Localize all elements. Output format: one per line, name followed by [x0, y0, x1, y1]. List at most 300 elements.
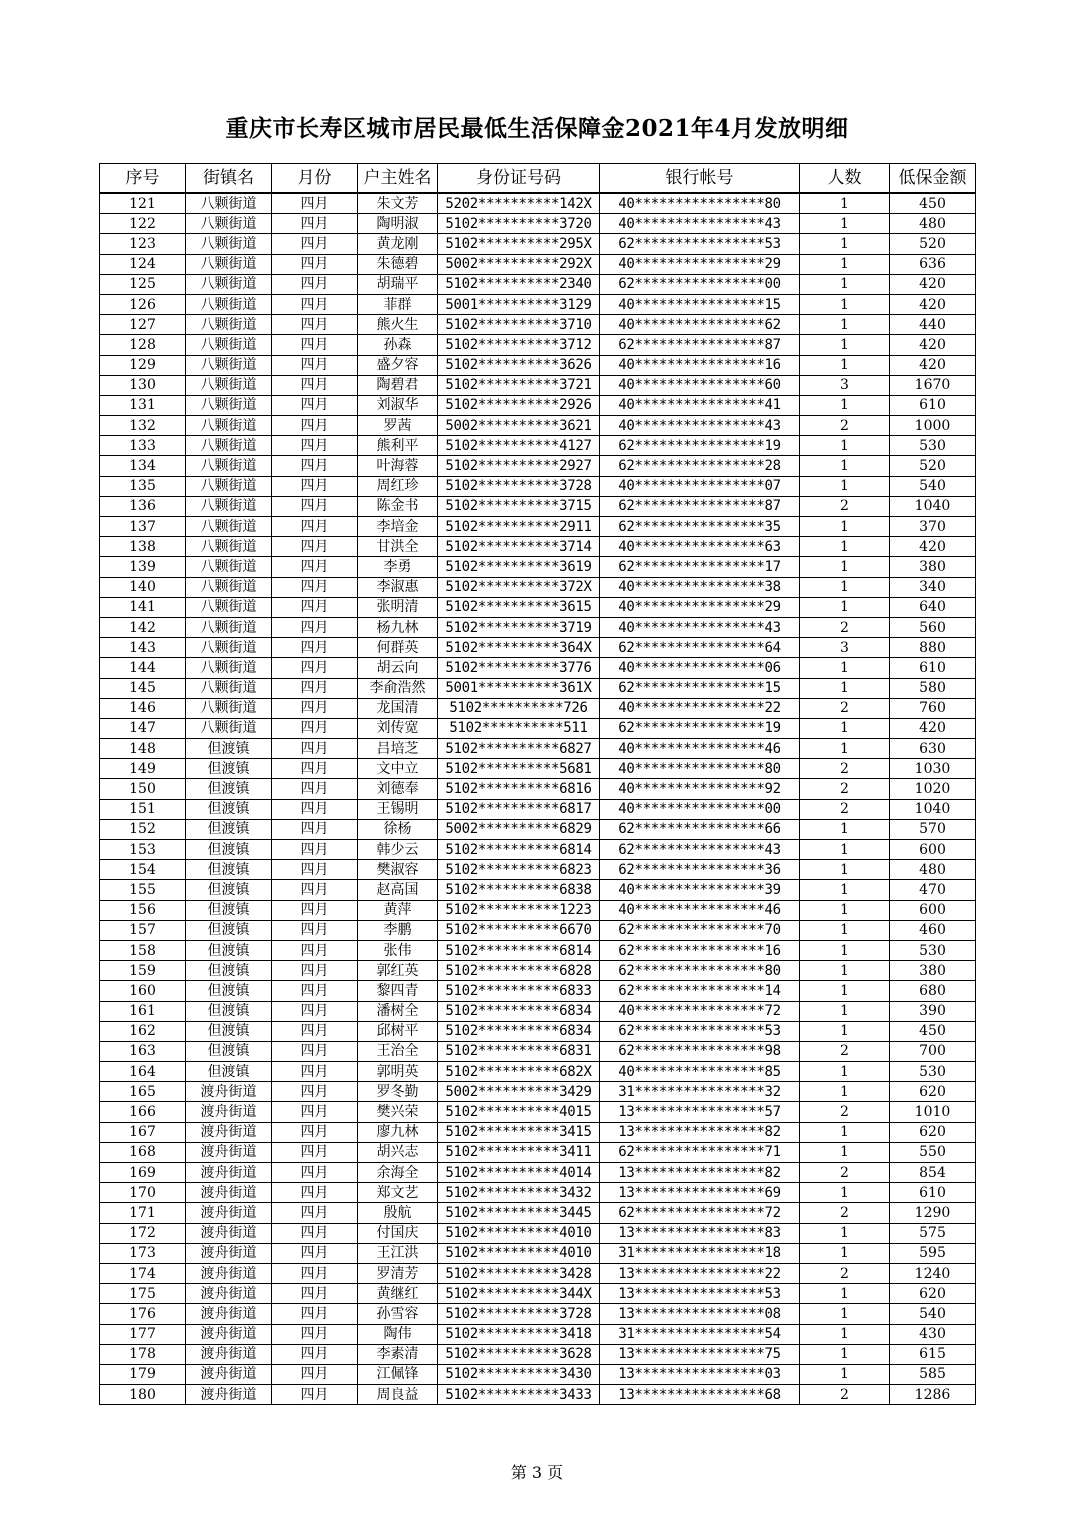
id-number-cell: 5102**********4010: [438, 1223, 600, 1243]
householder-cell: 胡兴志: [358, 1142, 438, 1162]
month-cell: 四月: [272, 1344, 358, 1364]
street-cell: 八颗街道: [186, 335, 272, 355]
month-cell: 四月: [272, 718, 358, 738]
bank-account-cell: 62****************98: [600, 1041, 800, 1061]
month-cell: 四月: [272, 920, 358, 940]
id-number-cell: 5102**********3715: [438, 496, 600, 516]
index-cell: 152: [100, 819, 186, 839]
householder-cell: 郑文艺: [358, 1183, 438, 1203]
id-number-cell: 5102**********682X: [438, 1062, 600, 1082]
amount-cell: 1040: [890, 799, 976, 819]
householder-cell: 李勇: [358, 557, 438, 577]
people-count-cell: 1: [800, 1364, 890, 1384]
table-row: [100, 416, 976, 436]
month-cell: 四月: [272, 193, 358, 214]
month-cell: 四月: [272, 597, 358, 617]
month-cell: 四月: [272, 234, 358, 254]
amount-cell: 595: [890, 1243, 976, 1263]
householder-cell: 朱文芳: [358, 193, 438, 214]
index-cell: 128: [100, 335, 186, 355]
householder-cell: 刘德奉: [358, 779, 438, 799]
index-cell: 134: [100, 456, 186, 476]
table-row: [100, 1142, 976, 1162]
table-row: [100, 254, 976, 274]
id-number-cell: 5102**********3418: [438, 1324, 600, 1344]
id-number-cell: 5102**********3433: [438, 1385, 600, 1405]
people-count-cell: 2: [800, 1203, 890, 1223]
street-cell: 但渡镇: [186, 860, 272, 880]
amount-cell: 615: [890, 1344, 976, 1364]
month-cell: 四月: [272, 436, 358, 456]
month-cell: 四月: [272, 961, 358, 981]
table-row: [100, 395, 976, 415]
id-number-cell: 5102**********6831: [438, 1041, 600, 1061]
people-count-cell: 1: [800, 577, 890, 597]
amount-cell: 1240: [890, 1263, 976, 1283]
index-cell: 122: [100, 214, 186, 234]
amount-cell: 620: [890, 1284, 976, 1304]
amount-cell: 1010: [890, 1102, 976, 1122]
street-cell: 但渡镇: [186, 1021, 272, 1041]
bank-account-cell: 40****************43: [600, 214, 800, 234]
people-count-cell: 1: [800, 900, 890, 920]
id-number-cell: 5102**********1223: [438, 900, 600, 920]
id-number-cell: 5002**********6829: [438, 819, 600, 839]
bank-account-cell: 13****************68: [600, 1385, 800, 1405]
id-number-cell: 5102**********2340: [438, 274, 600, 294]
id-number-cell: 5102**********5681: [438, 759, 600, 779]
col-header-people-count: 人数: [800, 164, 890, 194]
amount-cell: 530: [890, 940, 976, 960]
page-number: 第 3 页: [510, 1463, 564, 1482]
id-number-cell: 5102**********3728: [438, 476, 600, 496]
bank-account-cell: 40****************80: [600, 759, 800, 779]
month-cell: 四月: [272, 557, 358, 577]
people-count-cell: 1: [800, 335, 890, 355]
table-row: [100, 436, 976, 456]
table-row: [100, 274, 976, 294]
people-count-cell: 1: [800, 1304, 890, 1324]
bank-account-cell: 31****************18: [600, 1243, 800, 1263]
bank-account-cell: 62****************43: [600, 840, 800, 860]
bank-account-cell: 40****************38: [600, 577, 800, 597]
bank-account-cell: 13****************53: [600, 1284, 800, 1304]
table-body: [100, 193, 976, 1405]
people-count-cell: 1: [800, 214, 890, 234]
table-row: [100, 678, 976, 698]
table-row: [100, 981, 976, 1001]
id-number-cell: 5102**********6817: [438, 799, 600, 819]
householder-cell: 罗清芳: [358, 1263, 438, 1283]
householder-cell: 韩少云: [358, 840, 438, 860]
amount-cell: 380: [890, 961, 976, 981]
index-cell: 153: [100, 840, 186, 860]
street-cell: 但渡镇: [186, 1062, 272, 1082]
street-cell: 八颗街道: [186, 698, 272, 718]
bank-account-cell: 40****************92: [600, 779, 800, 799]
id-number-cell: 5102**********6838: [438, 880, 600, 900]
bank-account-cell: 13****************83: [600, 1223, 800, 1243]
householder-cell: 王江洪: [358, 1243, 438, 1263]
index-cell: 142: [100, 617, 186, 637]
bank-account-cell: 40****************46: [600, 900, 800, 920]
people-count-cell: 1: [800, 597, 890, 617]
street-cell: 渡舟街道: [186, 1324, 272, 1344]
table-row: [100, 617, 976, 637]
index-cell: 127: [100, 315, 186, 335]
id-number-cell: 5102**********6814: [438, 840, 600, 860]
street-cell: 但渡镇: [186, 880, 272, 900]
householder-cell: 李淑惠: [358, 577, 438, 597]
people-count-cell: 1: [800, 1284, 890, 1304]
id-number-cell: 5002**********3429: [438, 1082, 600, 1102]
amount-cell: 420: [890, 537, 976, 557]
index-cell: 140: [100, 577, 186, 597]
bank-account-cell: 62****************70: [600, 920, 800, 940]
id-number-cell: 5102**********6814: [438, 940, 600, 960]
people-count-cell: 1: [800, 294, 890, 314]
table-row: [100, 355, 976, 375]
month-cell: 四月: [272, 496, 358, 516]
bank-account-cell: 40****************43: [600, 416, 800, 436]
month-cell: 四月: [272, 617, 358, 637]
householder-cell: 胡瑞平: [358, 274, 438, 294]
bank-account-cell: 31****************54: [600, 1324, 800, 1344]
table-row: [100, 718, 976, 738]
month-cell: 四月: [272, 678, 358, 698]
street-cell: 渡舟街道: [186, 1082, 272, 1102]
table-row: [100, 880, 976, 900]
index-cell: 176: [100, 1304, 186, 1324]
people-count-cell: 1: [800, 1344, 890, 1364]
index-cell: 155: [100, 880, 186, 900]
amount-cell: 450: [890, 193, 976, 214]
people-count-cell: 1: [800, 517, 890, 537]
bank-account-cell: 62****************19: [600, 718, 800, 738]
id-number-cell: 5001**********361X: [438, 678, 600, 698]
householder-cell: 廖九林: [358, 1122, 438, 1142]
bank-account-cell: 40****************22: [600, 698, 800, 718]
street-cell: 八颗街道: [186, 193, 272, 214]
householder-cell: 朱德碧: [358, 254, 438, 274]
people-count-cell: 1: [800, 739, 890, 759]
index-cell: 149: [100, 759, 186, 779]
people-count-cell: 2: [800, 1263, 890, 1283]
id-number-cell: 5102**********3714: [438, 537, 600, 557]
month-cell: 四月: [272, 476, 358, 496]
bank-account-cell: 13****************69: [600, 1183, 800, 1203]
month-cell: 四月: [272, 779, 358, 799]
table-row: [100, 900, 976, 920]
index-cell: 173: [100, 1243, 186, 1263]
id-number-cell: 5102**********3445: [438, 1203, 600, 1223]
amount-cell: 460: [890, 920, 976, 940]
table-row: [100, 335, 976, 355]
id-number-cell: 5102**********3628: [438, 1344, 600, 1364]
street-cell: 渡舟街道: [186, 1203, 272, 1223]
bank-account-cell: 62****************17: [600, 557, 800, 577]
householder-cell: 邱树平: [358, 1021, 438, 1041]
id-number-cell: 5102**********3720: [438, 214, 600, 234]
index-cell: 125: [100, 274, 186, 294]
people-count-cell: 2: [800, 799, 890, 819]
month-cell: 四月: [272, 1203, 358, 1223]
month-cell: 四月: [272, 1263, 358, 1283]
householder-cell: 樊淑容: [358, 860, 438, 880]
bank-account-cell: 40****************39: [600, 880, 800, 900]
street-cell: 渡舟街道: [186, 1183, 272, 1203]
id-number-cell: 5102**********3411: [438, 1142, 600, 1162]
people-count-cell: 2: [800, 1041, 890, 1061]
month-cell: 四月: [272, 1385, 358, 1405]
householder-cell: 郭明英: [358, 1062, 438, 1082]
bank-account-cell: 62****************28: [600, 456, 800, 476]
bank-account-cell: 40****************07: [600, 476, 800, 496]
householder-cell: 周红珍: [358, 476, 438, 496]
index-cell: 144: [100, 658, 186, 678]
amount-cell: 450: [890, 1021, 976, 1041]
street-cell: 渡舟街道: [186, 1223, 272, 1243]
householder-cell: 殷航: [358, 1203, 438, 1223]
index-cell: 133: [100, 436, 186, 456]
street-cell: 八颗街道: [186, 315, 272, 335]
month-cell: 四月: [272, 1041, 358, 1061]
people-count-cell: 2: [800, 496, 890, 516]
street-cell: 八颗街道: [186, 557, 272, 577]
index-cell: 147: [100, 718, 186, 738]
month-cell: 四月: [272, 1364, 358, 1384]
bank-account-cell: 62****************80: [600, 961, 800, 981]
bank-account-cell: 13****************57: [600, 1102, 800, 1122]
month-cell: 四月: [272, 274, 358, 294]
col-header-bank-account: 银行帐号: [600, 164, 800, 194]
street-cell: 但渡镇: [186, 819, 272, 839]
bank-account-cell: 40****************00: [600, 799, 800, 819]
id-number-cell: 5102**********344X: [438, 1284, 600, 1304]
bank-account-cell: 62****************53: [600, 1021, 800, 1041]
householder-cell: 孙森: [358, 335, 438, 355]
bank-account-cell: 62****************16: [600, 940, 800, 960]
index-cell: 161: [100, 1001, 186, 1021]
table-row: [100, 1163, 976, 1183]
people-count-cell: 1: [800, 678, 890, 698]
street-cell: 八颗街道: [186, 638, 272, 658]
index-cell: 121: [100, 193, 186, 214]
index-cell: 172: [100, 1223, 186, 1243]
month-cell: 四月: [272, 214, 358, 234]
table-row: [100, 1041, 976, 1061]
bank-account-cell: 40****************62: [600, 315, 800, 335]
month-cell: 四月: [272, 739, 358, 759]
month-cell: 四月: [272, 1243, 358, 1263]
bank-account-cell: 13****************75: [600, 1344, 800, 1364]
amount-cell: 760: [890, 698, 976, 718]
amount-cell: 700: [890, 1041, 976, 1061]
id-number-cell: 5102**********3619: [438, 557, 600, 577]
table-row: [100, 1001, 976, 1021]
index-cell: 132: [100, 416, 186, 436]
street-cell: 但渡镇: [186, 840, 272, 860]
amount-cell: 620: [890, 1122, 976, 1142]
amount-cell: 854: [890, 1163, 976, 1183]
id-number-cell: 5102**********3728: [438, 1304, 600, 1324]
people-count-cell: 1: [800, 436, 890, 456]
people-count-cell: 1: [800, 193, 890, 214]
street-cell: 八颗街道: [186, 294, 272, 314]
householder-cell: 余海全: [358, 1163, 438, 1183]
col-header-id-number: 身份证号码: [438, 164, 600, 194]
index-cell: 146: [100, 698, 186, 718]
amount-cell: 610: [890, 1183, 976, 1203]
householder-cell: 潘树全: [358, 1001, 438, 1021]
people-count-cell: 1: [800, 476, 890, 496]
month-cell: 四月: [272, 1001, 358, 1021]
table-header-row: [100, 164, 976, 194]
index-cell: 137: [100, 517, 186, 537]
month-cell: 四月: [272, 860, 358, 880]
amount-cell: 1040: [890, 496, 976, 516]
householder-cell: 黄龙刚: [358, 234, 438, 254]
index-cell: 163: [100, 1041, 186, 1061]
bank-account-cell: 13****************82: [600, 1163, 800, 1183]
people-count-cell: 1: [800, 981, 890, 1001]
table-row: [100, 1102, 976, 1122]
householder-cell: 杨九林: [358, 617, 438, 637]
bank-account-cell: 40****************16: [600, 355, 800, 375]
street-cell: 但渡镇: [186, 1001, 272, 1021]
id-number-cell: 5001**********3129: [438, 294, 600, 314]
householder-cell: 刘淑华: [358, 395, 438, 415]
householder-cell: 郭红英: [358, 961, 438, 981]
id-number-cell: 5102**********3428: [438, 1263, 600, 1283]
table-row: [100, 1364, 976, 1384]
amount-cell: 1670: [890, 375, 976, 395]
people-count-cell: 1: [800, 395, 890, 415]
people-count-cell: 2: [800, 698, 890, 718]
street-cell: 渡舟街道: [186, 1385, 272, 1405]
street-cell: 渡舟街道: [186, 1304, 272, 1324]
bank-account-cell: 40****************85: [600, 1062, 800, 1082]
month-cell: 四月: [272, 1082, 358, 1102]
householder-cell: 文中立: [358, 759, 438, 779]
id-number-cell: 5102**********6833: [438, 981, 600, 1001]
index-cell: 143: [100, 638, 186, 658]
table-row: [100, 940, 976, 960]
amount-cell: 370: [890, 517, 976, 537]
street-cell: 八颗街道: [186, 517, 272, 537]
month-cell: 四月: [272, 456, 358, 476]
street-cell: 八颗街道: [186, 375, 272, 395]
people-count-cell: 2: [800, 779, 890, 799]
col-header-householder: 户主姓名: [358, 164, 438, 194]
index-cell: 175: [100, 1284, 186, 1304]
id-number-cell: 5102**********3719: [438, 617, 600, 637]
street-cell: 八颗街道: [186, 658, 272, 678]
bank-account-cell: 40****************72: [600, 1001, 800, 1021]
table-row: [100, 315, 976, 335]
month-cell: 四月: [272, 577, 358, 597]
amount-cell: 480: [890, 860, 976, 880]
amount-cell: 1286: [890, 1385, 976, 1405]
householder-cell: 熊火生: [358, 315, 438, 335]
month-cell: 四月: [272, 840, 358, 860]
bank-account-cell: 40****************06: [600, 658, 800, 678]
month-cell: 四月: [272, 900, 358, 920]
householder-cell: 张伟: [358, 940, 438, 960]
amount-cell: 550: [890, 1142, 976, 1162]
householder-cell: 盛夕容: [358, 355, 438, 375]
householder-cell: 徐杨: [358, 819, 438, 839]
bank-account-cell: 62****************36: [600, 860, 800, 880]
people-count-cell: 3: [800, 638, 890, 658]
index-cell: 168: [100, 1142, 186, 1162]
table-row: [100, 537, 976, 557]
bank-account-cell: 62****************19: [600, 436, 800, 456]
index-cell: 135: [100, 476, 186, 496]
amount-cell: 520: [890, 234, 976, 254]
id-number-cell: 5102**********3430: [438, 1364, 600, 1384]
street-cell: 但渡镇: [186, 739, 272, 759]
id-number-cell: 5102**********6834: [438, 1001, 600, 1021]
people-count-cell: 1: [800, 315, 890, 335]
amount-cell: 570: [890, 819, 976, 839]
street-cell: 八颗街道: [186, 456, 272, 476]
table-row: [100, 597, 976, 617]
people-count-cell: 2: [800, 1385, 890, 1405]
table-row: [100, 1304, 976, 1324]
table-row: [100, 961, 976, 981]
amount-cell: 575: [890, 1223, 976, 1243]
table-row: [100, 1284, 976, 1304]
table-row: [100, 739, 976, 759]
index-cell: 151: [100, 799, 186, 819]
month-cell: 四月: [272, 1324, 358, 1344]
month-cell: 四月: [272, 254, 358, 274]
table-row: [100, 1324, 976, 1344]
amount-cell: 420: [890, 335, 976, 355]
people-count-cell: 1: [800, 557, 890, 577]
people-count-cell: 1: [800, 1021, 890, 1041]
id-number-cell: 5102**********6823: [438, 860, 600, 880]
people-count-cell: 1: [800, 860, 890, 880]
amount-cell: 470: [890, 880, 976, 900]
householder-cell: 胡云向: [358, 658, 438, 678]
month-cell: 四月: [272, 1284, 358, 1304]
id-number-cell: 5102**********2911: [438, 517, 600, 537]
amount-cell: 1290: [890, 1203, 976, 1223]
col-header-street: 街镇名: [186, 164, 272, 194]
table-row: [100, 193, 976, 214]
amount-cell: 340: [890, 577, 976, 597]
amount-cell: 600: [890, 840, 976, 860]
householder-cell: 江佩锋: [358, 1364, 438, 1384]
householder-cell: 周良益: [358, 1385, 438, 1405]
householder-cell: 吕培芝: [358, 739, 438, 759]
amount-cell: 630: [890, 739, 976, 759]
street-cell: 渡舟街道: [186, 1284, 272, 1304]
col-header-amount: 低保金额: [890, 164, 976, 194]
index-cell: 154: [100, 860, 186, 880]
bank-account-cell: 13****************08: [600, 1304, 800, 1324]
id-number-cell: 5102**********6816: [438, 779, 600, 799]
index-cell: 156: [100, 900, 186, 920]
street-cell: 但渡镇: [186, 961, 272, 981]
amount-cell: 620: [890, 1082, 976, 1102]
amount-cell: 880: [890, 638, 976, 658]
people-count-cell: 1: [800, 819, 890, 839]
bank-account-cell: 40****************29: [600, 597, 800, 617]
people-count-cell: 1: [800, 274, 890, 294]
